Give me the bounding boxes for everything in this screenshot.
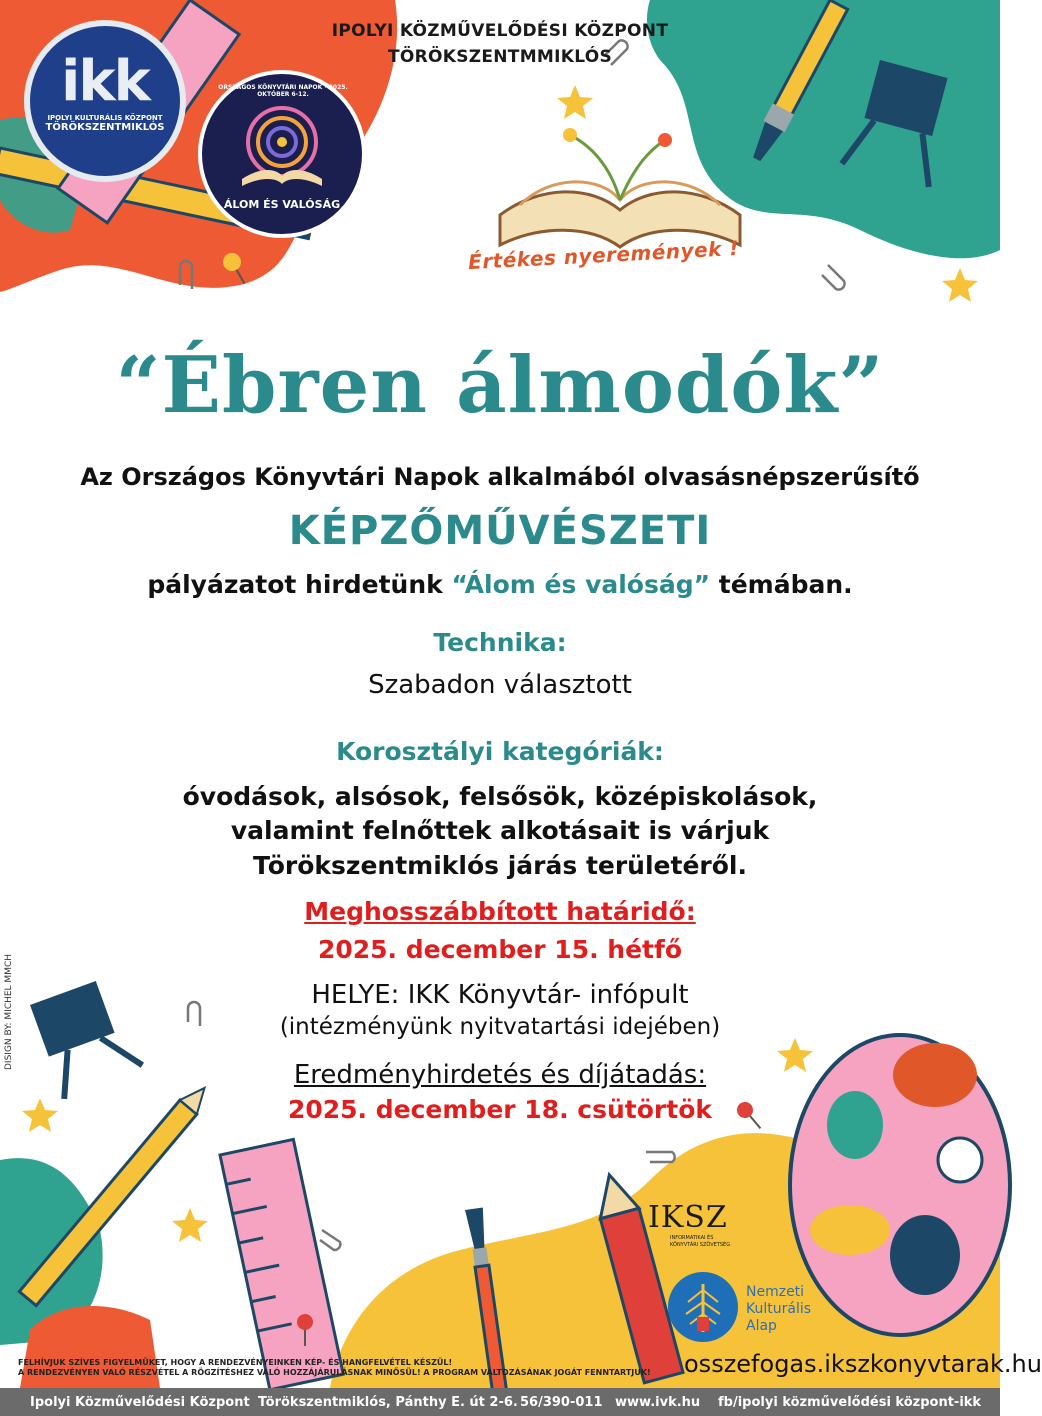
deadline-date: 2025. december 15. hétfő xyxy=(317,935,683,964)
age-categories-line3: Törökszentmiklós járás területéről. xyxy=(253,851,747,880)
technique-value: Szabadon választott xyxy=(368,670,632,700)
star-icon xyxy=(172,1208,208,1242)
ikk-logo-mark: ikk xyxy=(61,49,149,114)
nka-logo-text xyxy=(746,1284,811,1335)
tender-line xyxy=(0,570,1000,599)
results-date: 2025. december 18. csütörtök xyxy=(287,1095,713,1124)
ruler-icon xyxy=(220,1139,343,1389)
design-credit: DISIGN BY: MICHEL MMCH xyxy=(4,953,14,1070)
footer-web-link[interactable]: www.ivk.hu xyxy=(615,1394,701,1410)
paperclip-icon xyxy=(646,1152,675,1162)
ikk-logo-sub2: TÖRÖKSZENTMIKLÓS xyxy=(45,122,165,133)
footer-bar xyxy=(0,1388,1000,1416)
iksz-logo-sub: INFORMATIKAI ÉS KÖNYVTÁRI SZÖVETSÉG xyxy=(670,1235,731,1248)
results-label: Eredményhirdetés és díjátadás: xyxy=(293,1060,707,1090)
deadline-label: Meghosszábbított határidő: xyxy=(304,897,696,926)
website-link[interactable]: osszefogas.ikszkonyvtarak.hu xyxy=(684,1350,1042,1378)
age-categories-line1: óvodások, alsósok, felsősök, középiskolások, xyxy=(182,782,818,811)
footer-org: Ipolyi Közművelődési Központ xyxy=(30,1394,250,1410)
tender-text-after: témában. xyxy=(710,570,853,599)
tender-text-before: pályázatot hirdetünk xyxy=(147,570,452,599)
organizer-city: TÖRÖKSZENTMMIKLÓS xyxy=(387,47,613,67)
tender-theme: “Álom és valóság” xyxy=(451,570,711,599)
okn-badge-bottom-text: ÁLOM ÉS VALÓSÁG xyxy=(223,198,341,211)
recording-disclaimer xyxy=(18,1358,668,1378)
paperclip-icon xyxy=(822,265,845,290)
nka-line2: Kulturális xyxy=(746,1301,812,1317)
tree-icon xyxy=(668,1272,738,1342)
footer-address: Törökszentmiklós, Pánthy E. út 2-6. xyxy=(258,1394,518,1410)
okn-badge xyxy=(198,70,366,238)
paperclip-icon xyxy=(320,1230,340,1250)
star-icon xyxy=(557,85,593,119)
ikk-logo-sub1: IPOLYI KULTURÁLIS KÖZPONT xyxy=(47,114,163,122)
location-line2: (intézményünk nyitvatartási idejében) xyxy=(279,1014,721,1040)
age-categories-line2: valamint felnőttek alkotásait is várjuk xyxy=(230,816,770,845)
nka-line1: Nemzeti xyxy=(746,1284,805,1300)
age-categories-label: Korosztályi kategóriák: xyxy=(336,737,664,766)
prize-text: Értékes nyeremények ! xyxy=(467,235,740,275)
intro-line: Az Országos Könyvtári Napok alkalmából olvasásnépszerűsítő xyxy=(80,463,920,491)
ikk-logo xyxy=(24,20,186,182)
disclaimer-line2: A RENDEZVÉNYEN VALÓ RÉSZVÉTEL A RÖGZÍTÉSHEZ VALÓ HOZZÁJÁRULÁSNAK MINŐSÜL! A PROGRAM VÁLTOZÁSÁNAK JOGÁT FENNTARTJUK! xyxy=(18,1368,651,1377)
technique-label: Technika: xyxy=(433,628,567,657)
category-title: KÉPZŐMŰVÉSZETI xyxy=(288,508,712,554)
footer-phone: 56/390-011 xyxy=(520,1394,603,1410)
footer-facebook-link[interactable]: fb/ipolyi közművelődési központ-ikk xyxy=(718,1394,982,1410)
organizer-name: IPOLYI KÖZMŰVELŐDÉSI KÖZPONT xyxy=(331,21,669,41)
nka-line3: Alap xyxy=(746,1318,777,1334)
iksz-logo-mark: IKSZ xyxy=(648,1200,728,1235)
iksz-logo xyxy=(648,1200,758,1249)
okn-badge-top-text: ORSZÁGOS KÖNYVTÁRI NAPOK · 2025. OKTÓBER 6-12. xyxy=(218,84,348,98)
nka-logo xyxy=(668,1272,738,1342)
location-line1: HELYE: IKK Könyvtár- infópult xyxy=(311,980,689,1010)
disclaimer-line1: FELHÍVJUK SZÍVES FIGYELMÜKET, HOGY A RENDEZVÉNYEINKEN KÉP- ÉS HANGFELVÉTEL KÉSZÜL! xyxy=(18,1358,453,1367)
star-icon xyxy=(942,268,978,302)
event-title: “Ébren álmodók” xyxy=(115,340,885,431)
